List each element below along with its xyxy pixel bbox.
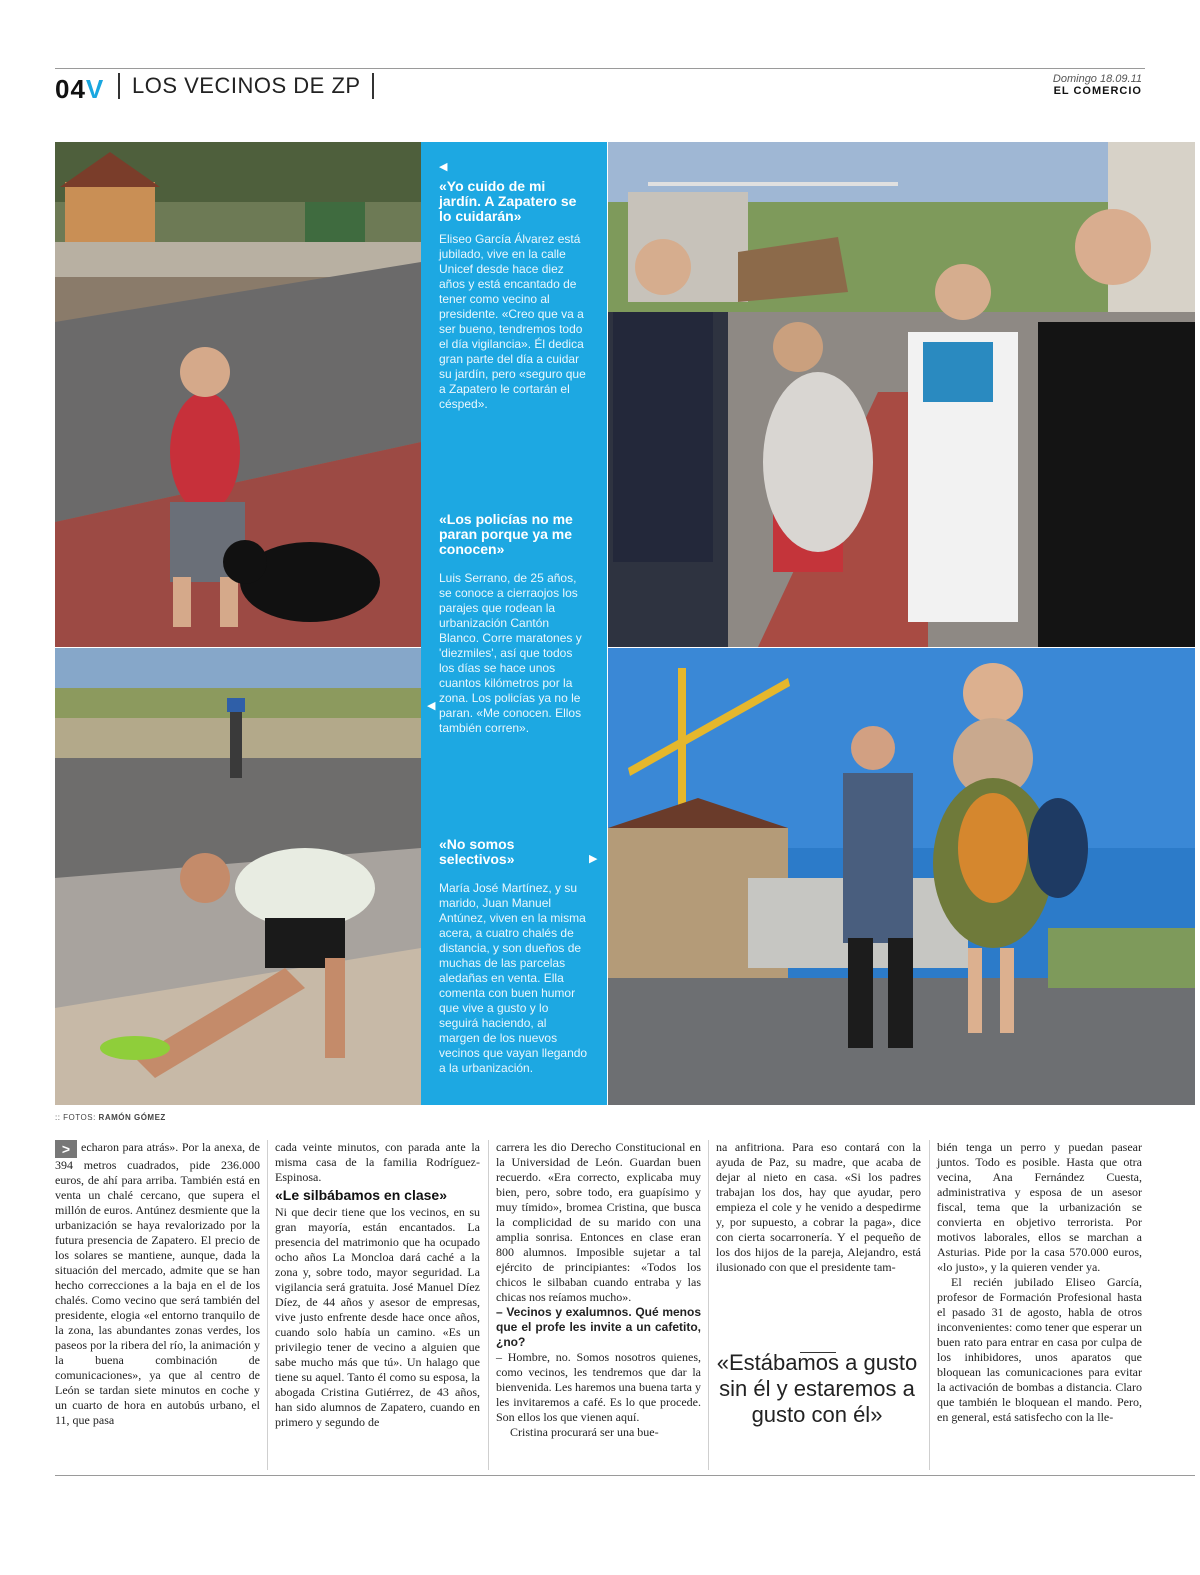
- dateline: [1053, 73, 1142, 97]
- article-column-3: carrera les dio Derecho Constitucional en la Universidad de León. Guardan buen recuerdo. «Era correcto, explicaba muy bien, pero, sobre todo, era guapísimo y muy tímido», bromea Cristina, que busca la complicidad de su marido con una amplia sonrisa. Entonces en clase eran 800 alumnos. Imposible sujetar a tal ejército de principiantes: «Todos los chicos le silbaban cuando entraba y las chicas nos reíamos mucho». – Vecinos y exalumnos. Qué menos que el profe les invite a un cafetito, ¿no? – Hombre, no. Somos nosotros quienes, como vecinos, les tendremos que dar la bienvenida. Les haremos una buena tarta y les invitaremos a café. Es lo que procede. Son ellos los que vienen aquí. Cristina procurará ser una bue-: [496, 1140, 701, 1439]
- continuation-arrow-icon: >: [55, 1140, 77, 1158]
- pull-quote: «Estábamos a gusto sin él y estaremos a gusto con él»: [716, 1350, 918, 1427]
- column-rule: [267, 1140, 268, 1470]
- quotes-sidebar: [421, 142, 607, 1105]
- article-column-1: > echaron para atrás». Por la anexa, de 394 metros cuadrados, pide 236.000 euros, de ahí para arriba. También está en venta un chalé cercano, que supera el millón de euros. Antúnez desmiente que la urbanización se haya revalorizado por la futura presencia de Zapatero. El precio de los solares se mantiene, aunque, dada la situación del mercado, admite que se han hecho correcciones a la baja en el de los chalés. Como vecino que será también del presidente, elogia «el entorno tranquilo de la zona, las abundantes zonas verdes, los paseos por la ribera del río, la animación y la buena combinación de comunicaciones», ya que al centro de León se tardan siete minutos en coche y un cuarto de hora en autobús urbano, el 11, que pasa: [55, 1140, 260, 1427]
- interview-question: – Vecinos y exalumnos. Qué menos que el profe les invite a un cafetito, ¿no?: [496, 1305, 701, 1349]
- quote-headline: «No somos selectivos»: [439, 836, 515, 867]
- photo-runner-stretching: [55, 648, 421, 1105]
- column-rule: [708, 1140, 709, 1470]
- header-separator: [118, 73, 120, 99]
- article-column-5: bién tenga un perro y puedan pasear juntos. Todo es posible. Hasta que otra vecina, Ana Fernández Cuesta, administrativa y esposa de un asesor fiscal, tema que la urbanización se convierta en objetivo terrorista. Por motivos laborales, ellos se marchan a Asturias. Pide por la casa 570.000 euros, «lo justo», y la quieren vender ya. El recién jubilado Eliseo García, profesor de Formación Profesional hasta el pasado 31 de agosto, habla de otros inconvenientes: como tener que esperar un buen rato para entrar en casa por culpa de los inhibidores, unos aparatos que bloquean las comunicaciones para evitar la activación de bombas a distancia. Claro que también le bloquean el mando. Pero, en general, está satisfecho con la lle-: [937, 1140, 1142, 1424]
- photo-credit: :: FOTOS: RAMÓN GÓMEZ: [55, 1113, 166, 1122]
- photo-couple-walking: [608, 648, 1195, 1105]
- subheading: «Le silbábamos en clase»: [275, 1187, 447, 1203]
- column-rule: [488, 1140, 489, 1470]
- column-rule: [929, 1140, 930, 1470]
- section-title: LOS VECINOS DE ZP: [132, 73, 361, 98]
- photo-man-with-dog: [55, 142, 421, 647]
- article-column-2: cada veinte minutos, con parada ante la misma casa de la familia Rodríguez-Espinosa. «Le silbábamos en clase» Ni que decir tiene que los vecinos, en su gran mayoría, están encantados. La presencia del matrimonio que ha ocupado ocho años La Moncloa dará caché a la zona y, sobre todo, mayor seguridad. La vigilancia será gratuita. José Manuel Díez Díez, de 44 años y asesor de empresas, vive justo enfrente desde hace once años, cuando solo había un camino. «Es un privilegio tener de vecino a alguien que sabe mucho más que tú». Un halago que tiene su aquel. Tanto él como su esposa, la abogada Cristina Gutiérrez, de 43 años, han sido alumnos de Zapatero, cuando en primero y segundo de: [275, 1140, 480, 1429]
- quote-block: [439, 837, 589, 1076]
- quote-block: [439, 512, 589, 736]
- left-arrow-icon: ◀: [427, 700, 436, 712]
- quote-body: Eliseo García Álvarez está jubilado, vive en la calle Unicef desde hace diez años y está encantado de tener como vecino al presidente. «Creo que va a ser bueno, tendremos todo el día vigilancia». Él dedica gran parte del día a cuidar su jardín, pero «seguro que a Zapatero le cortarán el césped».: [439, 232, 586, 411]
- section-number: 04V: [55, 74, 105, 104]
- left-arrow-icon: ◀: [439, 161, 448, 173]
- quote-body: María José Martínez, y su marido, Juan Manuel Antúnez, viven en la misma acera, a cuatro chalés de distancia, y son dueños de muchas de las parcelas aledañas en venta. Ella comenta con buen humor que vive a gusto y lo seguirá haciendo, al margen de los nuevos vecinos que vayan llegando a la urbanización.: [439, 881, 588, 1075]
- quote-body: Luis Serrano, de 25 años, se conoce a cierraojos los parajes que rodean la urbanización Cantón Blanco. Corre maratones y 'diezmiles', así que todos los días se hace unos cuantos kilómetros por la zona. Los policías ya no le paran. «Me conocen. Ellos también corren».: [439, 571, 582, 735]
- issue-date: Domingo 18.09.11: [1052, 73, 1142, 85]
- photo-family-group: [608, 142, 1195, 647]
- newspaper-name: EL COMERCIO: [1053, 85, 1142, 97]
- header-separator: [372, 73, 374, 99]
- quote-headline: «Los policías no me paran porque ya me conocen»: [439, 511, 573, 557]
- header-rule: [55, 68, 1145, 69]
- right-arrow-icon: ▶: [589, 853, 598, 865]
- section-letter: V: [85, 74, 105, 104]
- quote-block: [439, 179, 589, 412]
- article-column-4: na anfitriona. Para eso contará con la ayuda de Paz, su madre, que acaba de dejar al nieto en casa. «Si los padres trabajan los dos, hay que ayudar, pero empieza el cole y he venido a despedirme y, por supuesto, a cobrar la paga», dice con cierta socarronería. Y el pequeño de los dos hijos de la pareja, Alejandro, está ilusionado con que el presidente tam-: [716, 1140, 921, 1274]
- footer-rule: [55, 1475, 1195, 1476]
- quote-headline: «Yo cuido de mi jardín. A Zapatero se lo cuidarán»: [439, 178, 577, 224]
